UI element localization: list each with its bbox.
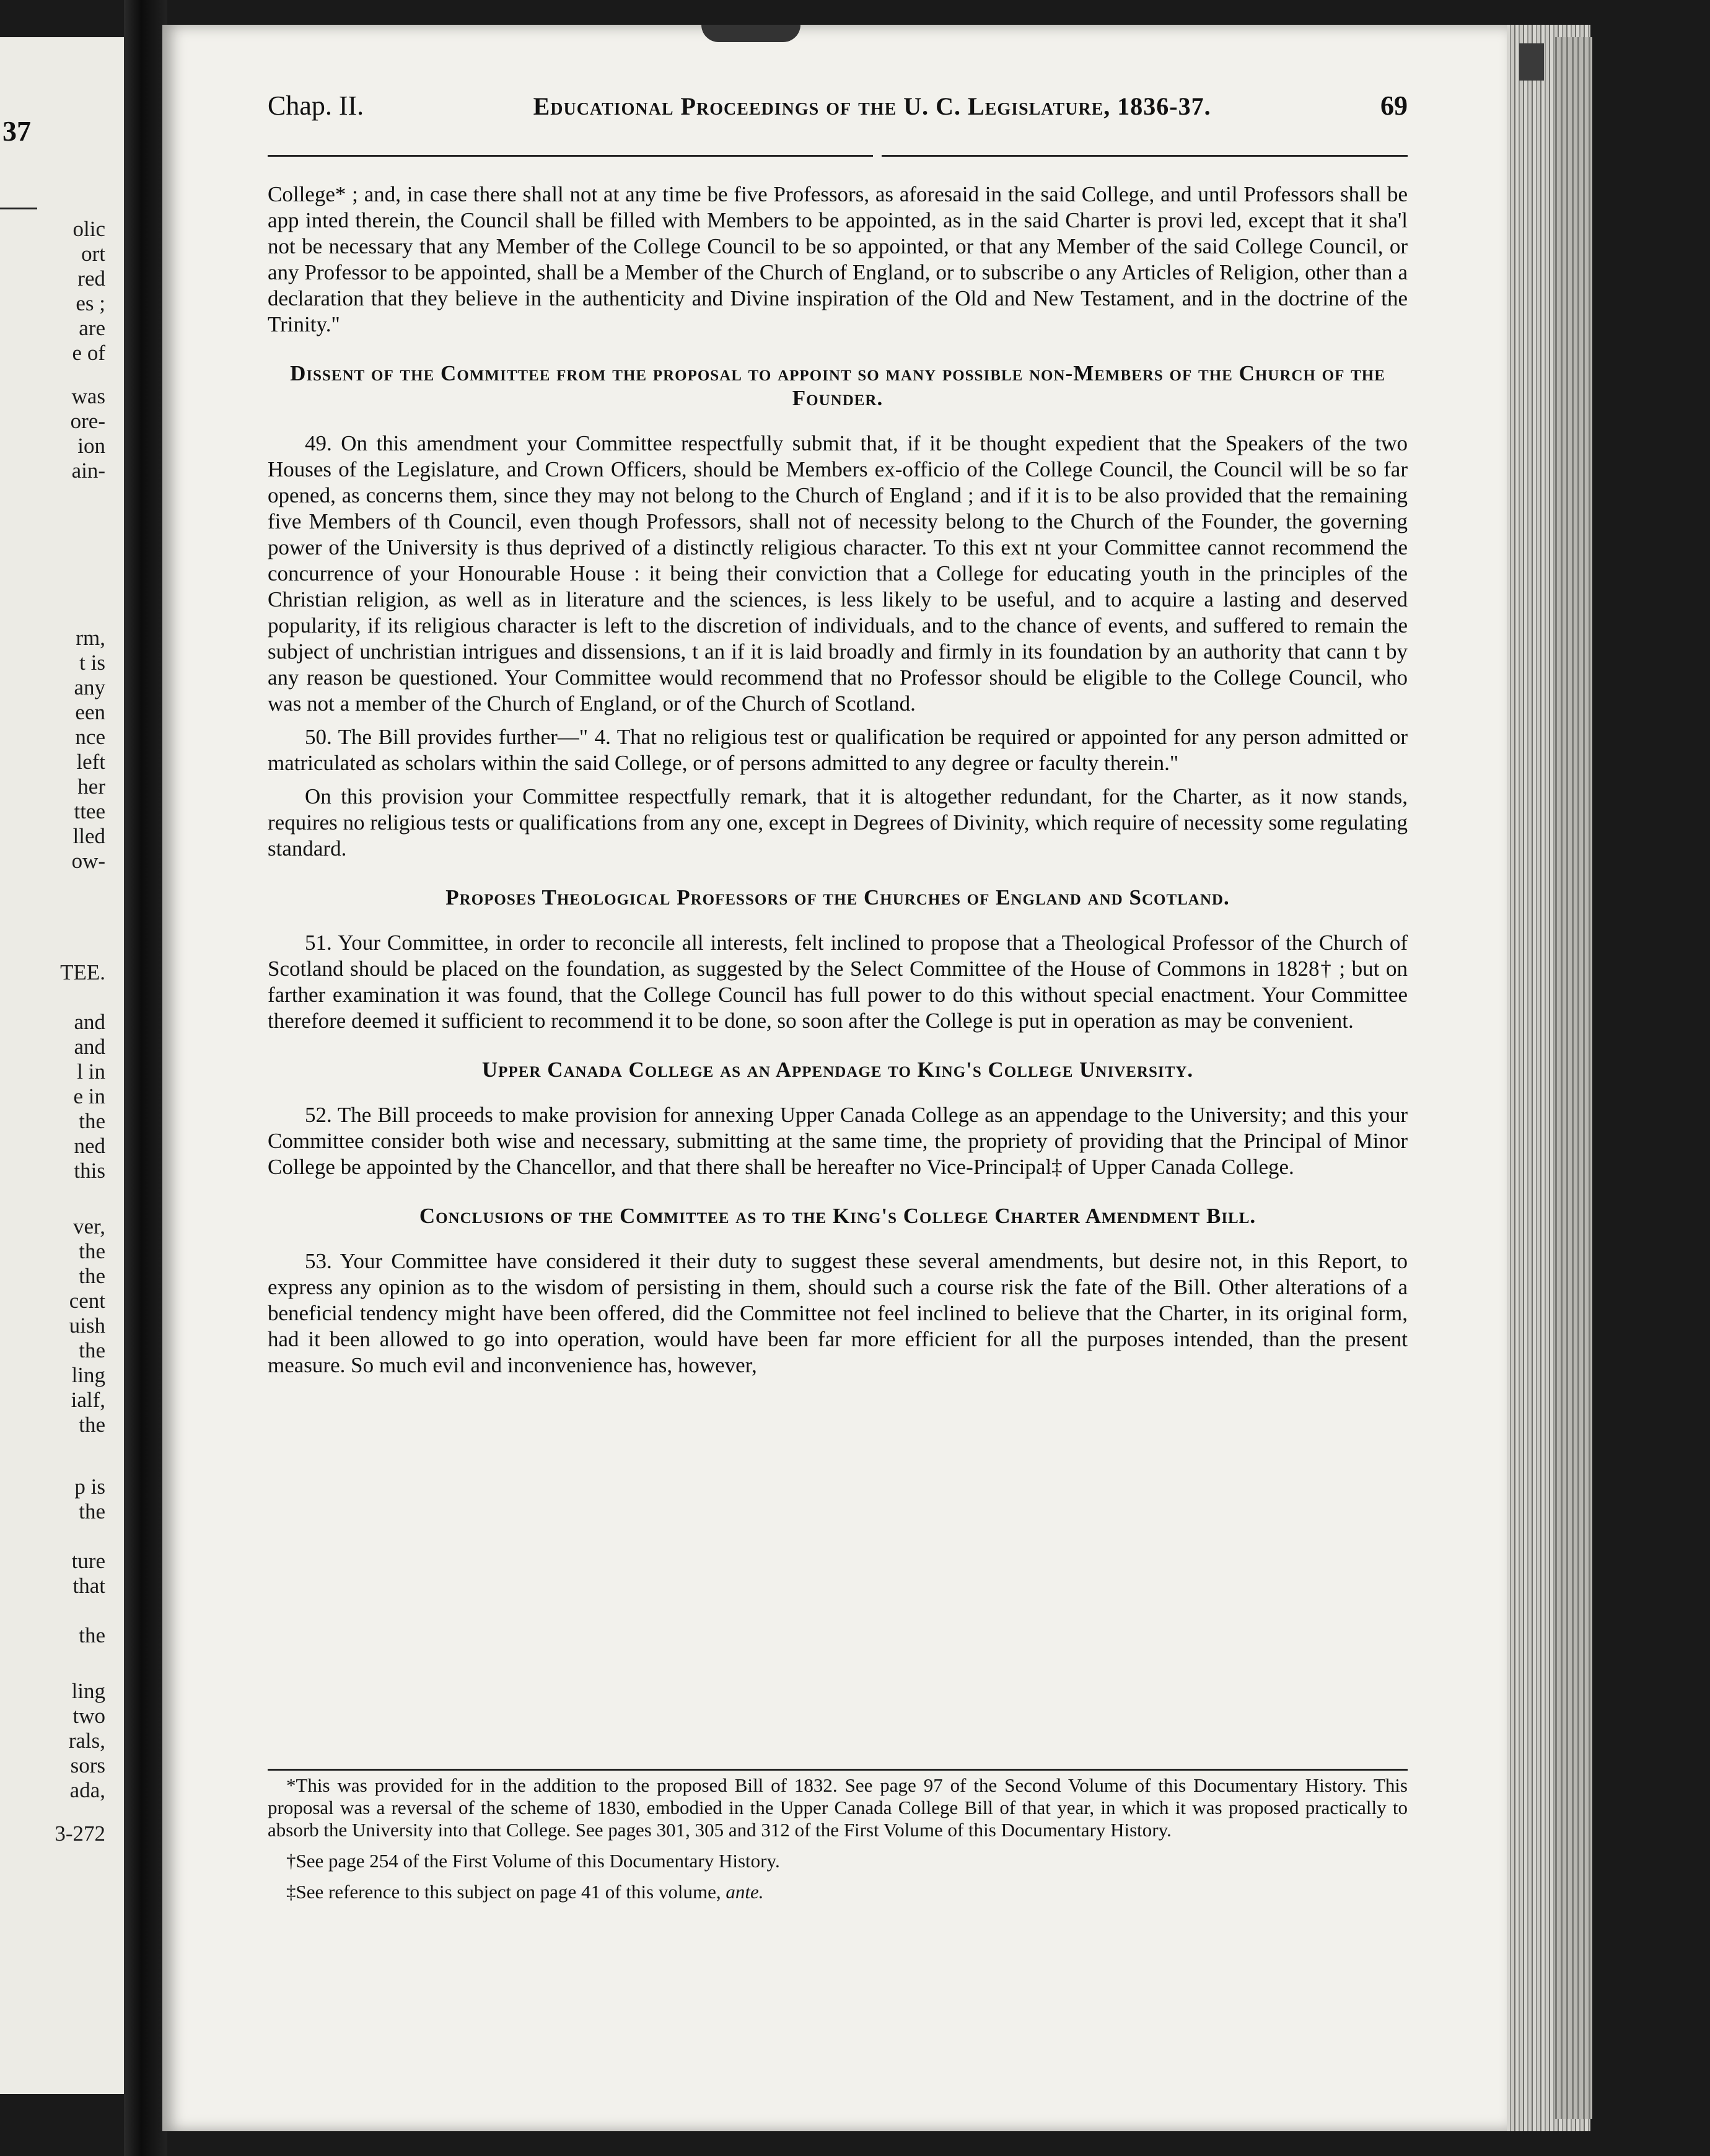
left-page-fragment-text: uish: [69, 1313, 105, 1338]
left-page-fragment-text: es ;: [76, 291, 105, 315]
section-heading-theological: Proposes Theological Professors of the Churches of England and Scotland.: [445, 885, 1230, 909]
left-page-fragment-text: ver,: [72, 1214, 105, 1238]
left-page-fragment-text: red: [77, 266, 105, 291]
left-page-fragment-text: that: [72, 1574, 105, 1598]
paragraph-52: 52. The Bill proceeds to make provision for annexing Upper Canada College as an appendage to the University; and this your Committee consider both wise and necessary, submitting at the same time, the propriety of providing that the Principal of Minor College be appointed by the Chancellor, and that there shall be hereafter no Vice-Principal‡ of Upper Canada College.: [268, 1103, 1408, 1179]
left-page-fragment-text: any: [74, 675, 105, 699]
left-page-fragment-text: ialf,: [71, 1388, 105, 1412]
section-heading-upper-canada: Upper Canada College as an Appendage to King's College University.: [481, 1058, 1194, 1082]
left-page-fragment-text: olic: [72, 217, 105, 241]
left-page-fragment-text: 3-272: [55, 1821, 105, 1846]
left-page-fragment-text: ain-: [71, 458, 105, 483]
left-page-fragment-text: een: [75, 700, 105, 724]
footnote-3-text: ‡See reference to this subject on page 41 of this volume,: [286, 1881, 721, 1903]
left-page-fragment-text: her: [77, 774, 105, 799]
left-page-fragment-text: cent: [69, 1289, 105, 1313]
left-page-fragment-text: ada,: [69, 1778, 105, 1802]
left-page-fragment-text: sors: [70, 1753, 105, 1777]
left-page-fragment-text: two: [72, 1704, 105, 1728]
page-edges-stack: [1555, 37, 1592, 2119]
left-page-fragment-text: the: [79, 1413, 105, 1437]
left-page-folio: 37: [2, 115, 31, 147]
section-heading-conclusions: Conclusions of the Committee as to the King's College Charter Amendment Bill.: [419, 1204, 1256, 1228]
left-page-fragment-text: ling: [71, 1679, 105, 1703]
footnote-1: *This was provided for in the addition to the proposed Bill of 1832. See page 97 of the Second Volume of this Documentary History. This proposal was a reversal of the scheme of 1830, embodied in the Upper Canada College Bill of that year, in which it was proposed practically to absorb the University into that College. See pages 301, 305 and 312 of the First Volume of this Documentary History.: [268, 1774, 1408, 1841]
left-page-fragment-text: p is: [74, 1475, 105, 1499]
left-page-fragment-text: lled: [72, 824, 105, 848]
left-page-fragment-text: ling: [71, 1363, 105, 1387]
left-page-fragment-text: e of: [72, 341, 105, 365]
left-page-fragment-text: rals,: [68, 1729, 105, 1753]
left-page-fragment-text: l in: [77, 1059, 105, 1084]
left-page-fragment-text: left: [76, 750, 105, 774]
paragraph-opening: College* ; and, in case there shall not at any time be five Professors, as aforesaid in the said College, and until Professors shall be app inted therein, the Council shall be filled with Members to be appointed, as in the said Charter is provi led, except that it sha'l not be necessary that any Member of the College Council to be so appointed, or that any Member of the said College Council, or any Professor to be appointed, shall be a Member of the Church of England, or to subscribe o any Articles of Religion, other than a declaration that they believe in the authenticity and Divine inspiration of the Old and New Testament, and in the doctrine of the Trinity.": [268, 182, 1408, 336]
footnote-2: †See page 254 of the First Volume of this Documentary History.: [286, 1850, 780, 1872]
book-gutter: [124, 0, 167, 2156]
section-heading-dissent: Dissent of the Committee from the proposal to appoint so many possible non-Members of the Church of the Founder.: [290, 361, 1385, 410]
footnote-3-ante: ante.: [726, 1881, 764, 1903]
left-page-fragment-text: and: [74, 1010, 105, 1034]
left-page-fragment-text: are: [79, 316, 105, 340]
footnote-3: [268, 1881, 1408, 1903]
paragraph-50: 50. The Bill provides further—" 4. That no religious test or qualification be required or appointed for any person admitted or matriculated as scholars within the said College, or of persons admitted to any degree or faculty therein.": [268, 725, 1408, 775]
left-page-fragment-text: TEE.: [60, 960, 105, 984]
running-head: [268, 90, 1408, 136]
footnotes: [268, 1769, 1408, 1912]
left-page-fragment-text: and: [74, 1035, 105, 1059]
paragraph-50-remark: On this provision your Committee respectfully remark, that it is altogether redundant, for the Charter, as it now stands, requires no religious tests or qualifications from any one, except in Degrees of Divinity, which require of necessity some regulating standard.: [268, 784, 1408, 861]
left-page-fragment-text: the: [79, 1623, 105, 1647]
left-page-fragment-text: t is: [79, 651, 105, 675]
left-page-fragment: [0, 37, 126, 2094]
left-page-fragment-text: ttee: [74, 799, 105, 823]
left-page-fragment-text: the: [79, 1264, 105, 1288]
running-title: Educational Proceedings of the U. C. Legislature, 1836-37.: [533, 92, 1211, 120]
paragraph-53: 53. Your Committee have considered it their duty to suggest these several amendments, but desire not, in this Report, to express any opinion as to the wisdom of persisting in them, should such a course risk the fate of the Bill. Other alterations of a beneficial tendency might have been offered, did the Committee not feel inclined to believe that the Charter, in its original form, had it been allowed to go into operation, would have been far more efficient for all the purposes intended, than the present measure. So much evil and inconvenience has, however,: [268, 1249, 1408, 1377]
main-text: [268, 90, 1408, 1386]
left-page-fragment-text: was: [71, 384, 105, 408]
left-page-fragment-text: e in: [73, 1084, 105, 1108]
left-page-fragment-text: the: [79, 1109, 105, 1133]
left-page-fragment-text: rm,: [76, 626, 105, 650]
left-page-fragment-text: ow-: [71, 849, 105, 873]
left-page-fragment-text: ion: [77, 434, 105, 458]
left-page-fragment-text: ned: [74, 1134, 105, 1158]
left-page-fragment-text: nce: [75, 725, 105, 749]
left-page-fragment-text: ore-: [70, 409, 105, 433]
paragraph-51: 51. Your Committee, in order to reconcile all interests, felt inclined to propose that a Theological Professor of the Church of Scotland should be placed on the foundation, as suggested by the Select Committee of the House of Commons in 1828† ; but on farther examination it was found, that the College Council has full power to do this without special enactment. Your Committee therefore deemed it sufficient to recommend it to be done, so soon after the College is put in operation as may be convenient.: [268, 931, 1408, 1033]
footnote-rule: [268, 1769, 1408, 1771]
header-rules: [268, 155, 1408, 157]
page-tab: [1519, 43, 1544, 81]
left-page-fragment-text: this: [74, 1159, 105, 1183]
left-page-fragment-text: the: [79, 1499, 105, 1523]
ink-blot: [701, 25, 800, 42]
left-page-rule: [0, 208, 37, 209]
paragraph-49: 49. On this amendment your Committee respectfully submit that, if it be thought expedient that the Speakers of the two Houses of the Legislature, and Crown Officers, should be Members ex-officio of the College Council, the Council will be so far opened, as concerns them, since they may not belong to the Church of England ; and if it is to be also provided that the remaining five Members of th Council, even though Professors, shall not of necessity belong to the Church of the Founder, the governing power of the University is thus deprived of a distinctly religious character. To this ext nt your Committee cannot recommend the concurrence of your Honourable House : it being their conviction that a College for educating youth in the principles of the Christian religion, as well as in literature and the sciences, is less likely to be useful, and to acquire a lasting and deserved popularity, if its religious character is left to the discretion of individuals, and to the chance of events, and suffered to remain the subject of unchristian intrigues and dissensions, t an if it is laid broadly and firmly in its foundation by an authority that cann t by any reason be questioned. Your Committee would recommend that no Professor should be eligible to the College Council, who was not a member of the Church of England, or of the Church of Scotland.: [268, 431, 1408, 716]
left-page-fragment-text: ort: [81, 242, 105, 266]
left-page-fragment-text: ture: [71, 1549, 105, 1573]
left-page-fragment-text: the: [79, 1239, 105, 1263]
chapter-label: Chap. II.: [268, 90, 364, 121]
page-number: 69: [1380, 90, 1408, 121]
left-page-fragment-text: the: [79, 1338, 105, 1362]
